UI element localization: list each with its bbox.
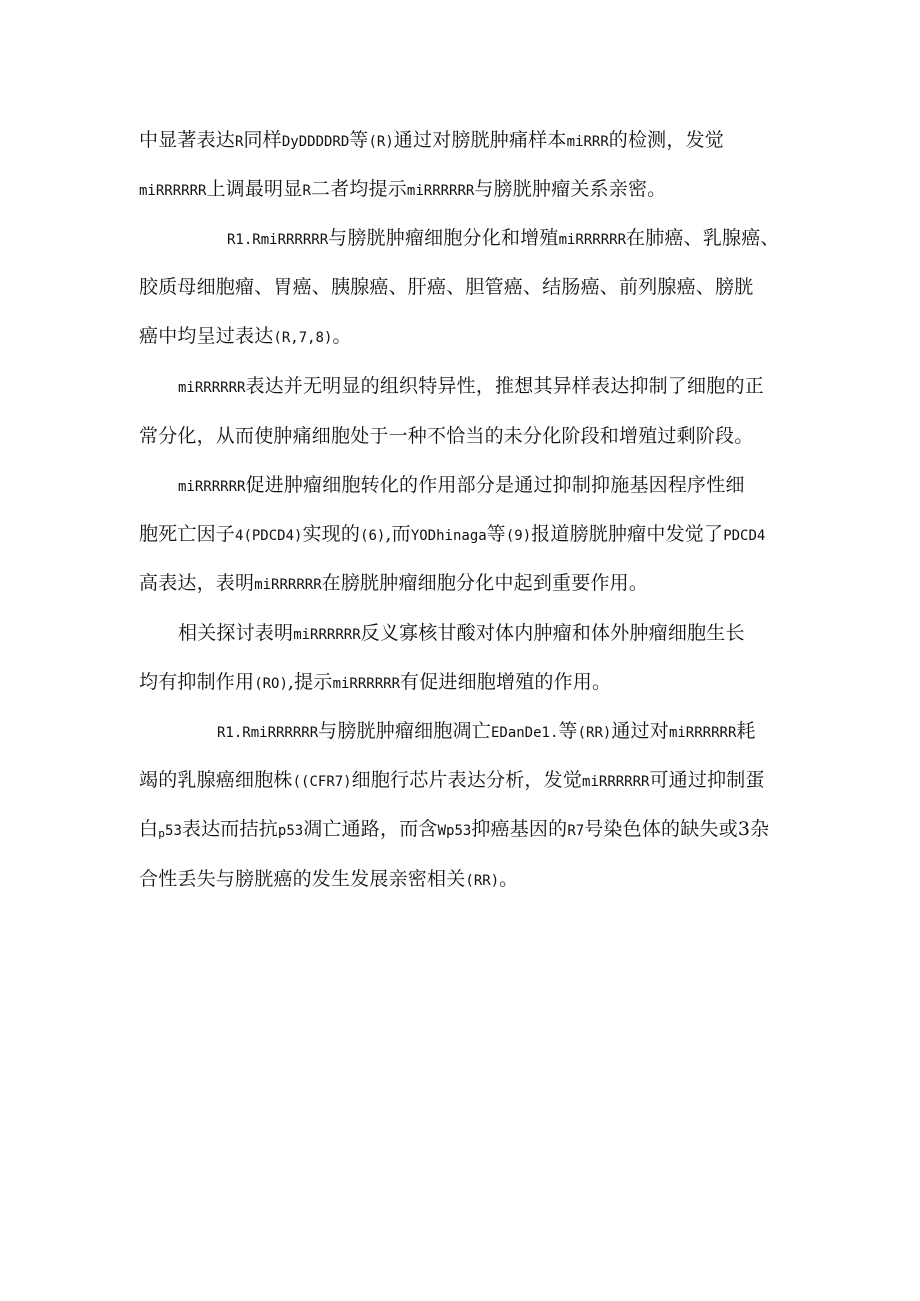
text-line-7: 常分化，从而使肿痛细胞处于一种不恰当的未分化阶段和增殖过剩阶段。: [139, 425, 754, 447]
section-heading-2: R1.RmiRRRRRR与膀胱肿瘤细胞凋亡EDanDe1.等(RR)通过对miRRRRRR耗: [217, 720, 756, 742]
text-line-15: 白p53表达而拮抗p53凋亡通路，而含Wp53抑癌基因的R7号染色体的缺失或3杂: [139, 818, 770, 840]
text-line-4: 胶质母细胞瘤、胃癌、胰腺癌、肝癌、胆管癌、结肠癌、前列腺癌、膀胱: [139, 276, 754, 298]
text-line-1: 中显著表达R同样DyDDDDRD等(R)通过对膀胱肿痛样本miRRR的检测，发觉: [139, 129, 724, 151]
text-line-16: 合性丢失与膀胱癌的发生发展亲密相关(RR)。: [139, 868, 519, 890]
text-line-10: 高表达，表明miRRRRRR在膀胱肿瘤细胞分化中起到重要作用。: [139, 572, 649, 594]
text-line-12: 均有抑制作用(RO),提示miRRRRRR有促进细胞增殖的作用。: [139, 671, 612, 693]
text-line-9: 胞死亡因子4(PDCD4)实现的(6),而YODhinaga等(9)报道膀胱肿瘤中发觉了PDCD4: [139, 523, 766, 545]
text-line-5: 癌中均呈过表达(R,7,8)。: [139, 325, 352, 347]
section-heading-1: R1.RmiRRRRRR与膀胱肿瘤细胞分化和增殖miRRRRRR在肺癌、乳腺癌、: [227, 227, 780, 249]
text-line-14: 竭的乳腺癌细胞株((CFR7)细胞行芯片表达分析，发觉miRRRRRR可通过抑制蛋: [139, 769, 765, 791]
text-line-11: 相关探讨表明miRRRRRR反义寡核甘酸对体内肿瘤和体外肿瘤细胞生长: [178, 622, 745, 644]
text-line-8: miRRRRRR促进肿瘤细胞转化的作用部分是通过抑制抑施基因程序性细: [178, 474, 745, 496]
text-line-2: miRRRRRR上调最明显R二者均提示miRRRRRR与膀胱肿瘤关系亲密。: [139, 178, 667, 200]
text-line-6: miRRRRRR表达并无明显的组织特异性，推想其异样表达抑制了细胞的正: [178, 375, 764, 397]
